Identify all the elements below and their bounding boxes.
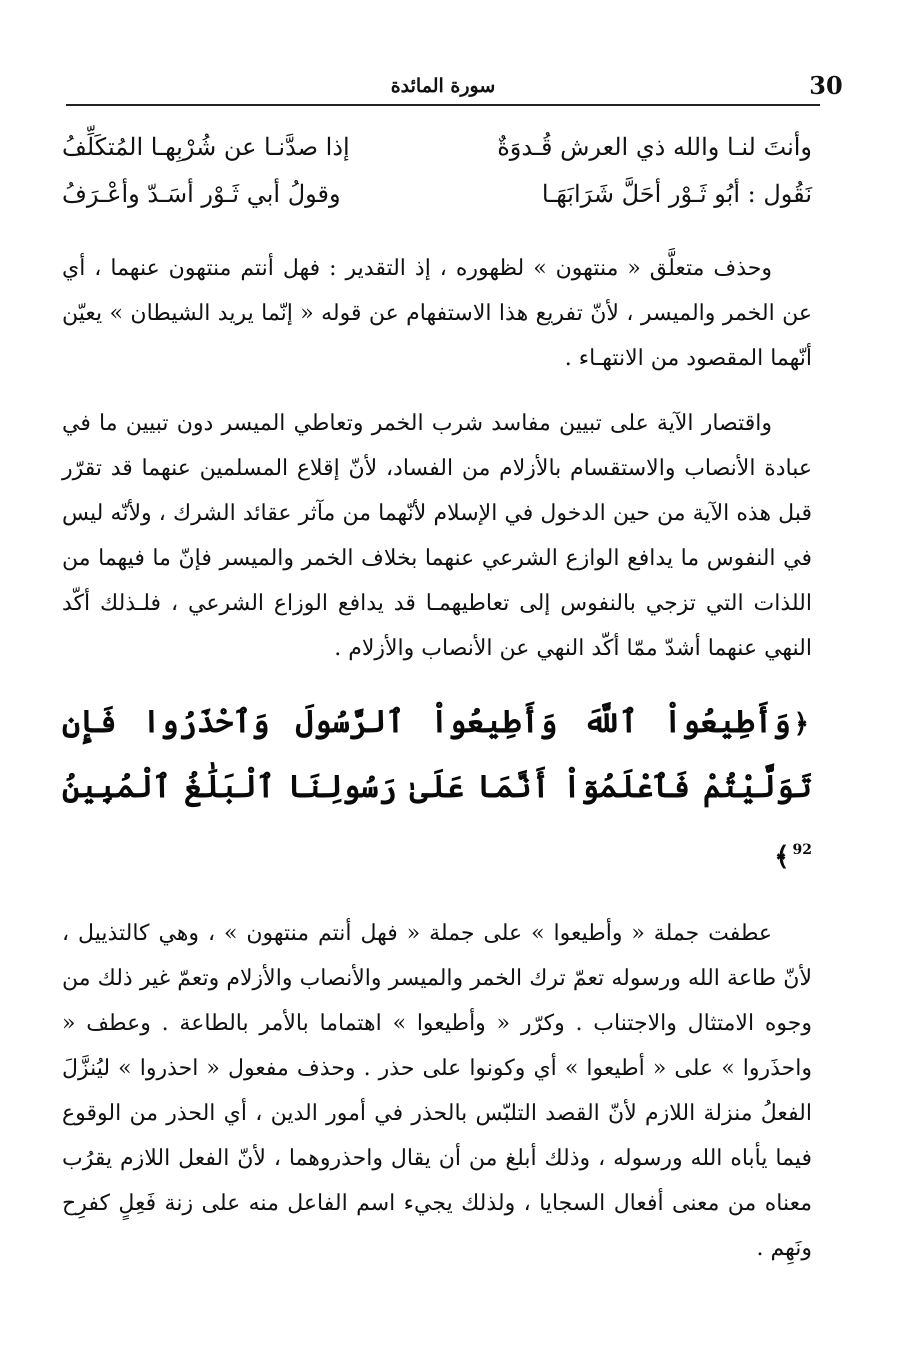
page-header — [66, 70, 843, 106]
quran-verse — [62, 691, 812, 889]
tafsir-paragraph: عطفت جملة « وأطيعوا » على جملة « فهل أنتم منتهون » ، وهي كالتذييل ، لأنّ طاعة الله ورسوله تعمّ ترك الخمر والميسر والأنصاب والأزلام وتعمّ غير ذلك من وجوه الامتثال والاجتناب . وكرّر « وأطيعوا » اهتماما بالأمر بالطاعة . وعطف « واحذَروا » على « أطيعوا » أي وكونوا على حذر . وحذف مفعول « احذروا » ليُنزَّلَ الفعلُ منزلة اللازم لأنّ القصد التلبّس بالحذر في أمور الدين ، أي الحذر من الوقوع فيما يأباه الله ورسوله ، وذلك أبلغ من أن يقال واحذروهما ، لأنّ الفعل اللازم يقرُب معناه من معنى أفعال السجايا ، ولذلك يجيء اسم الفاعل منه على زنة فَعِلٍ كفرِح ونَهِم . — [62, 921, 812, 1262]
hemistich-right: وأنتَ لنـا والله ذي العرش قُـدوَةٌ — [497, 133, 812, 161]
running-title: سورة المائدة — [390, 75, 496, 97]
verse-line-1 — [62, 124, 812, 171]
page-body — [62, 124, 812, 1271]
verse-number: 92 — [792, 842, 812, 858]
hemistich-right: نَقُول : أبُو ثَـوْر أحَلَّ شَرَابَهَـا — [541, 180, 812, 208]
commentary-paragraph-2: واقتصار الآية على تبيين مفاسد شرب الخمر وتعاطي الميسر دون تبيين ما في عبادة الأنصاب والاستقسام بالأزلام من الفساد، لأنّ إقلاع المسلمين عنهما قد تقرّر قبل هذه الآية من حين الدخول في الإسلام لأنّهما من مآثر عقائد الشرك ، ولأنّه ليس في النفوس ما يدافع الوازع الشرعي عنهما بخلاف الخمر والميسر فإنّ ما فيهما من اللذات التي تزجي بالنفوس إلى تعاطيهمـا قد يدافع الوزاع الشرعي ، فلـذلك أكّد النهي عنهما أشدّ ممّا أكّد النهي عن الأنصاب والأزلام . — [62, 411, 812, 661]
page-number: 30 — [809, 71, 843, 100]
verse-line-2 — [62, 171, 812, 218]
close-bracket-ornament: ﴾ — [774, 842, 790, 873]
poem-verses — [62, 124, 812, 218]
hemistich-left: إذا صدَّنـا عن شُرْبِهـا المُتكَلِّفُ — [62, 133, 350, 161]
commentary-paragraph-1: وحذف متعلَّق « منتهون » لظهوره ، إذ التقدير : فهل أنتم منتهون عنهما ، أي عن الخمر والميسر ، لأنّ تفريع هذا الاستفهام عن قوله « إنّما يريد الشيطان » يعيّن أنّهما المقصود من الانتهـاء . — [62, 256, 812, 371]
hemistich-left: وقولُ أبي ثَـوْر أسَـدّ وأعْـرَفُ — [62, 180, 341, 208]
open-bracket-ornament: ﴿ — [793, 709, 809, 739]
quran-verse-text: وَأَطِيعُواْ ٱللَّهَ وَأَطِيعُواْ ٱلرَّسُولَ وَٱحْذَرُوا فَإِن تَوَلَّيْتُمْ فَٱعْلَمُوٓاْ أَنَّمَا عَلَىٰ رَسُولِنَا ٱلْبَلَٰغُ ٱلْمُبِينُ — [62, 704, 812, 805]
